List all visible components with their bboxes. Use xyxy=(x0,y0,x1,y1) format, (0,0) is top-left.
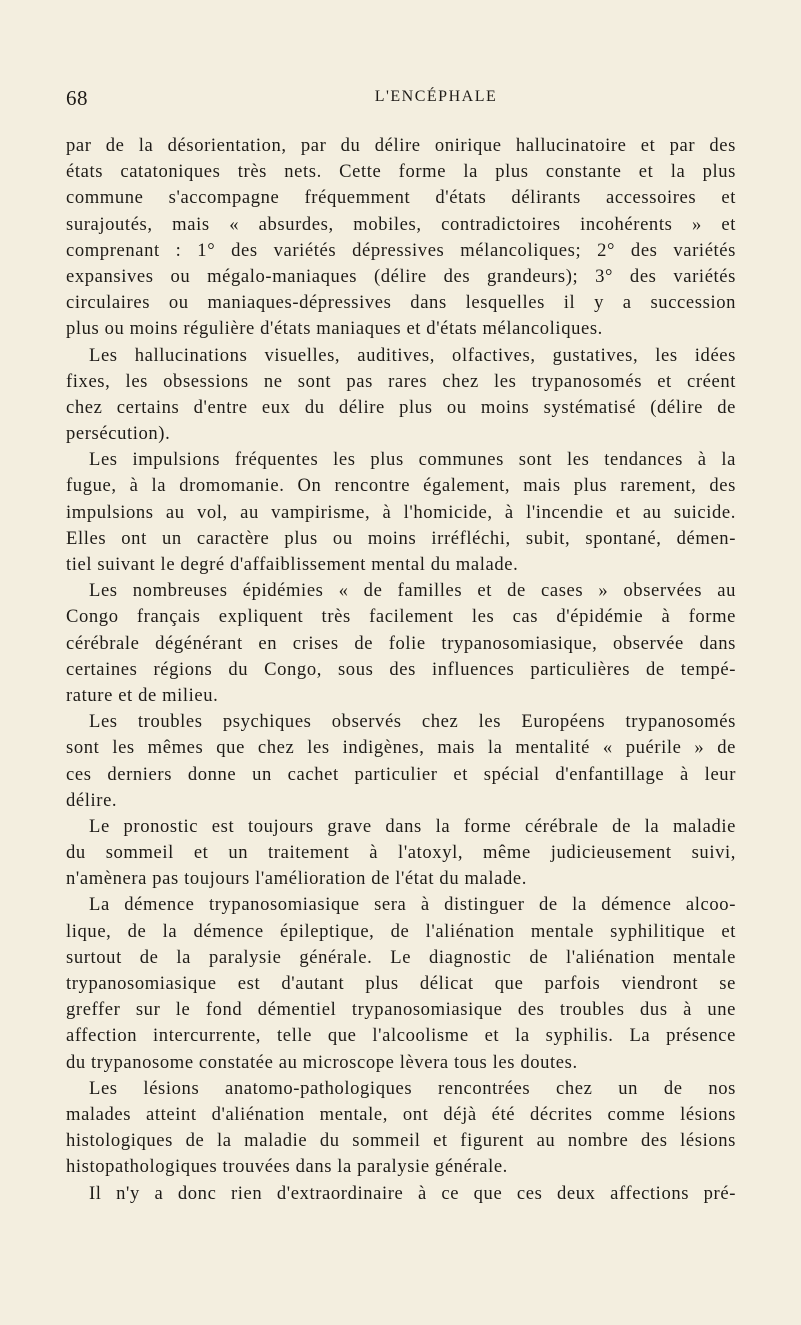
text-line: circulaires ou maniaques-dépressives dans lesquelles il y a succession xyxy=(66,292,736,314)
text-line: Les lésions anatomo-pathologiques rencontrées chez un de nos xyxy=(89,1077,736,1099)
text-line: fixes, les obsessions ne sont pas rares chez les trypanosomés et créent xyxy=(66,370,736,392)
text-line: du trypanosome constatée au microscope lèvera tous les doutes. xyxy=(66,1051,578,1073)
text-line: sont les mêmes que chez les indigènes, mais la mentalité « puérile » de xyxy=(66,737,736,759)
text-line: n'amènera pas toujours l'amélioration de l'état du malade. xyxy=(66,868,527,890)
text-line: comprenant : 1° des variétés dépressives mélancoliques; 2° des variétés xyxy=(66,239,736,261)
text-line: lique, de la démence épileptique, de l'aliénation mentale syphilitique et xyxy=(66,920,736,942)
running-head: L'ENCÉPHALE xyxy=(374,88,498,105)
text-line: Il n'y a donc rien d'extraordinaire à ce que ces deux affections pré- xyxy=(89,1182,736,1204)
text-line: rature et de milieu. xyxy=(66,684,219,706)
text-line: plus ou moins régulière d'états maniaques et d'états mélancoliques. xyxy=(66,318,603,340)
page-header xyxy=(66,86,736,112)
text-line: affection intercurrente, telle que l'alcoolisme et la syphilis. La présence xyxy=(66,1025,736,1047)
text-line: La démence trypanosomiasique sera à distinguer de la démence alcoo- xyxy=(89,894,736,916)
text-line: histologiques de la maladie du sommeil et figurent au nombre des lésions xyxy=(66,1130,736,1152)
text-line: états catatoniques très nets. Cette forme la plus constante et la plus xyxy=(66,161,736,183)
text-line: Les impulsions fréquentes les plus communes sont les tendances à la xyxy=(89,449,736,471)
text-line: surajoutés, mais « absurdes, mobiles, contradictoires incohérents » et xyxy=(66,213,736,235)
text-line: trypanosomiasique est d'autant plus délicat que parfois viendront se xyxy=(66,973,736,994)
text-line: cérébrale dégénérant en crises de folie trypanosomiasique, observée dans xyxy=(66,632,736,654)
text-line: malades atteint d'aliénation mentale, ont déjà été décrites comme lésions xyxy=(66,1103,736,1125)
text-line: certaines régions du Congo, sous des influences particulières de tempé- xyxy=(66,658,736,680)
text-line: chez certains d'entre eux du délire plus ou moins systématisé (délire de xyxy=(66,396,736,418)
text-line: commune s'accompagne fréquemment d'états délirants accessoires et xyxy=(66,187,736,209)
text-line: Congo français expliquent très facilement les cas d'épidémie à forme xyxy=(66,606,736,628)
text-line: histopathologiques trouvées dans la paralysie générale. xyxy=(66,1156,508,1178)
text-line: tiel suivant le degré d'affaiblissement mental du malade. xyxy=(66,554,519,575)
text-line: Les nombreuses épidémies « de familles et de cases » observées au xyxy=(89,580,736,602)
text-line: expansives ou mégalo-maniaques (délire des grandeurs); 3° des variétés xyxy=(66,265,736,287)
text-line: impulsions au vol, au vampirisme, à l'homicide, à l'incendie et au suicide. xyxy=(66,501,736,523)
text-line: Les hallucinations visuelles, auditives, olfactives, gustatives, les idées xyxy=(89,344,736,366)
page-number: 68 xyxy=(66,86,88,110)
text-line: fugue, à la dromomanie. On rencontre également, mais plus rarement, des xyxy=(66,475,736,497)
text-line: Le pronostic est toujours grave dans la forme cérébrale de la maladie xyxy=(89,815,736,837)
text-line: par de la désorientation, par du délire onirique hallucinatoire et par des xyxy=(66,135,736,156)
text-line: greffer sur le fond démentiel trypanosomiasique des troubles dus à une xyxy=(66,999,736,1021)
text-line: Les troubles psychiques observés chez les Européens trypanosomés xyxy=(89,711,736,733)
text-line: persécution). xyxy=(66,423,171,445)
body-text xyxy=(66,133,736,1207)
text-line: délire. xyxy=(66,789,118,811)
text-line: Elles ont un caractère plus ou moins irréfléchi, subit, spontané, démen- xyxy=(66,527,736,549)
text-line: du sommeil et un traitement à l'atoxyl, même judicieusement suivi, xyxy=(66,842,736,864)
text-line: surtout de la paralysie générale. Le diagnostic de l'aliénation mentale xyxy=(66,946,736,968)
text-line: ces derniers donne un cachet particulier et spécial d'enfantillage à leur xyxy=(66,763,736,785)
